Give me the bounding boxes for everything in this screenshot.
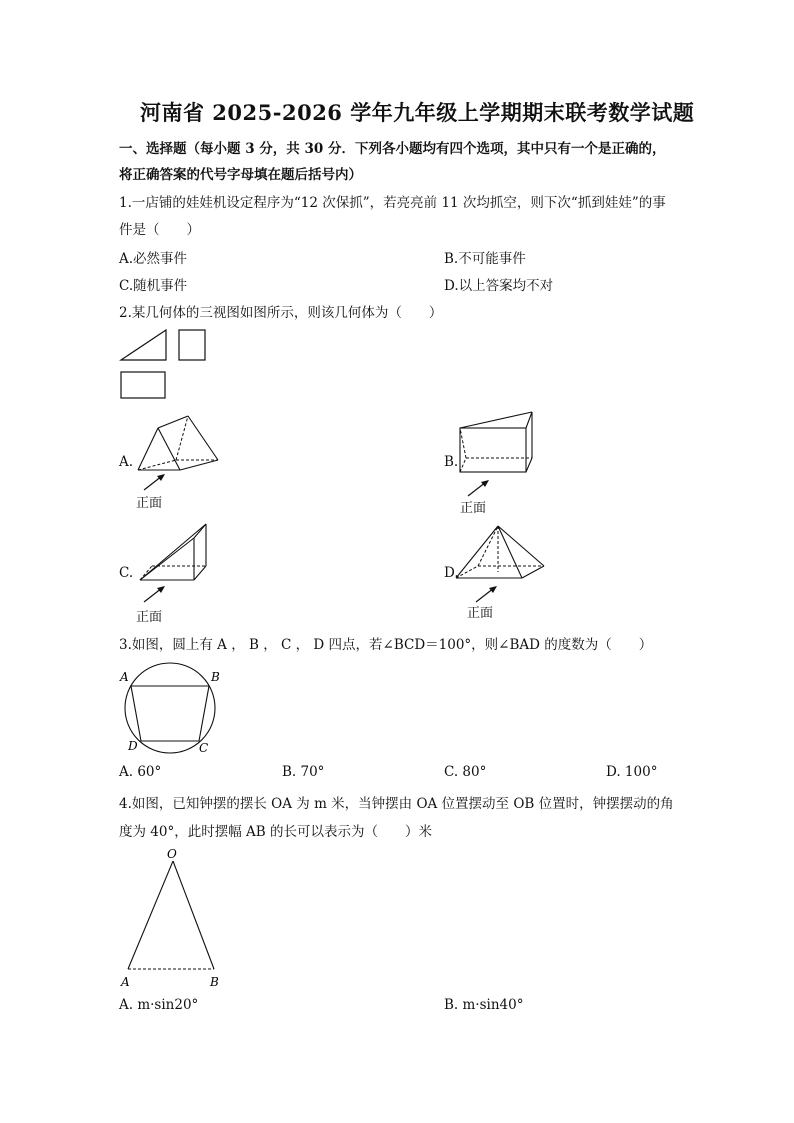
- inscribed-quadrilateral: [131, 686, 209, 741]
- point-label-o: O: [167, 847, 177, 861]
- point-label-a: A: [121, 975, 130, 989]
- q3-stem: 3.如图，圆上有 A ， B ， C ， D 四点，若∠BCD＝100°，则∠BAD 的度数为（ ）: [119, 637, 653, 653]
- page-title: 河南省 2025-2026 学年九年级上学期期末联考数学试题: [140, 100, 695, 125]
- point-label-d: D: [128, 739, 138, 753]
- q3-option-d[interactable]: D. 100°: [606, 764, 658, 780]
- line-oa: [128, 861, 173, 969]
- q3-circle-figure: [116, 664, 228, 756]
- point-label-a: A: [120, 670, 129, 684]
- q3-option-b[interactable]: B. 70°: [282, 764, 325, 780]
- q2-stem: 2.某几何体的三视图如图所示，则该几何体为（ ）: [119, 305, 443, 321]
- q3-option-a[interactable]: A. 60°: [119, 764, 162, 780]
- q1-option-c[interactable]: C.随机事件: [119, 278, 188, 294]
- q4-option-b[interactable]: B. m·sin40°: [444, 997, 524, 1013]
- point-label-b: B: [210, 975, 219, 989]
- q3-option-c[interactable]: C. 80°: [444, 764, 487, 780]
- q4-option-a[interactable]: A. m·sin20°: [119, 997, 199, 1013]
- front-view-rectangle: [179, 330, 205, 360]
- q4-stem-line1: 4.如图，已知钟摆的摆长 OA 为 m 米，当钟摆由 OA 位置摆动至 OB 位置时，钟摆摆动的角: [119, 796, 674, 812]
- q1-stem-line1: 1.一店铺的娃娃机设定程序为“12 次保抓”，若亮亮前 11 次均抓空，则下次“抓到娃娃”的事: [119, 195, 666, 211]
- circle: [125, 663, 215, 753]
- q2-option-d-front-label: 正面: [467, 606, 494, 621]
- q1-option-d[interactable]: D.以上答案均不对: [444, 278, 554, 294]
- q4-pendulum-figure: [118, 845, 228, 993]
- q2-option-d-letter[interactable]: D.: [444, 565, 459, 581]
- point-label-c: C: [199, 741, 209, 755]
- side-view-triangle: [121, 330, 166, 360]
- line-ob: [173, 861, 214, 969]
- q2-option-c-letter[interactable]: C.: [119, 565, 134, 581]
- q1-option-b[interactable]: B.不可能事件: [444, 251, 526, 267]
- point-label-b: B: [211, 670, 220, 684]
- q2-option-b-letter[interactable]: B.: [444, 454, 459, 470]
- section-heading-line2: 将正确答案的代号字母填在题后括号内）: [119, 167, 362, 183]
- q2-option-a-front-label: 正面: [136, 496, 163, 511]
- q4-stem-line2: 度为 40°，此时摆幅 AB 的长可以表示为（ ）米: [119, 824, 432, 840]
- q2-option-c-front-label: 正面: [136, 610, 163, 625]
- three-views-figure: [118, 326, 218, 402]
- q2-option-b-front-label: 正面: [460, 501, 487, 516]
- q1-option-a[interactable]: A.必然事件: [119, 251, 188, 267]
- top-view-rectangle: [121, 372, 165, 398]
- q1-stem-line2: 件是（ ）: [119, 222, 200, 238]
- section-heading-line1: 一、选择题（每小题 3 分，共 30 分．下列各小题均有四个选项，其中只有一个是正确的，: [119, 141, 666, 157]
- q2-option-a-letter[interactable]: A.: [119, 454, 134, 470]
